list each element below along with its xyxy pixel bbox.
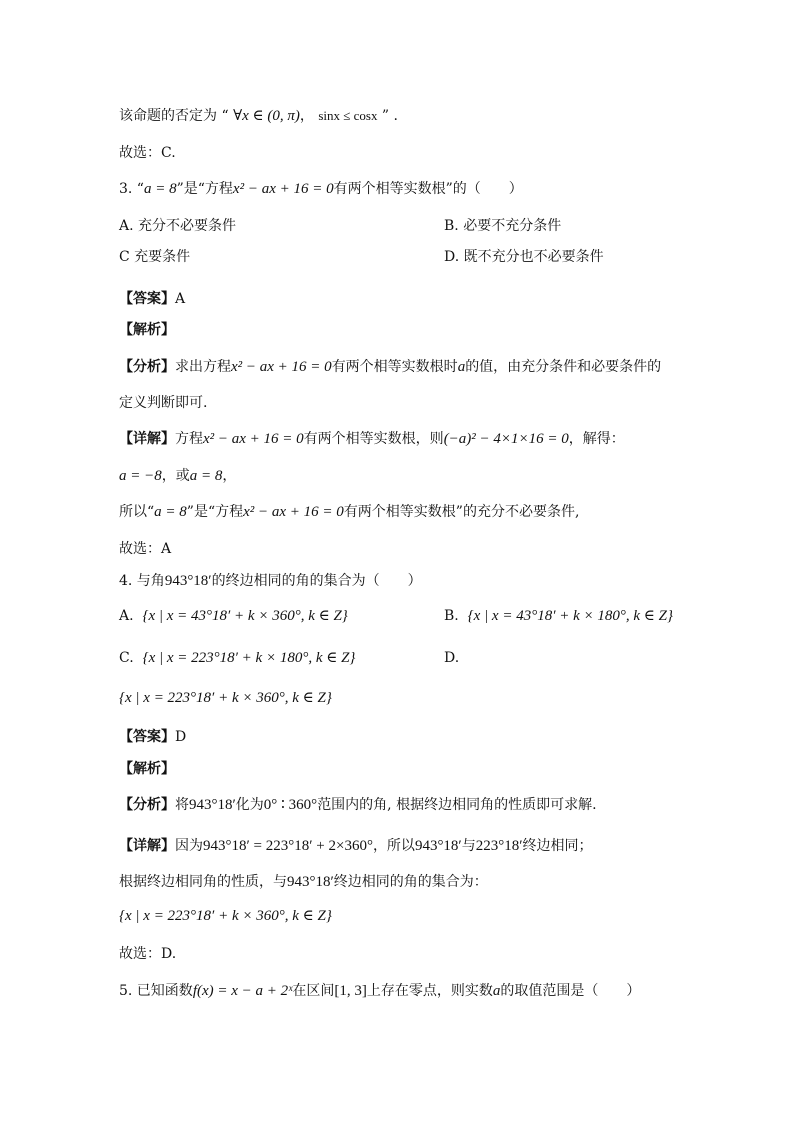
text: 在区间 bbox=[292, 983, 335, 999]
negation-line bbox=[119, 107, 398, 125]
answer-line bbox=[119, 290, 185, 308]
math-expr: 223°18′ bbox=[475, 838, 523, 854]
option-c: C 充要条件 bbox=[119, 249, 191, 265]
math-expr: 943°18′ bbox=[189, 797, 236, 813]
text: ， bbox=[299, 108, 319, 124]
option-d: D. 既不充分也不必要条件 bbox=[444, 249, 604, 265]
text: ”是“方程 bbox=[176, 181, 233, 197]
question-5 bbox=[119, 982, 640, 1000]
analysis-sub-tag: 【分析】 bbox=[119, 359, 175, 375]
math-expr: 943°18′ = 223°18′ + 2×360° bbox=[203, 838, 373, 854]
detail-line-3 bbox=[119, 503, 579, 521]
math-expr: x² − ax + 16 = 0 bbox=[232, 181, 334, 197]
text: 的取值范围是（ ） bbox=[500, 983, 641, 999]
option-a bbox=[119, 607, 348, 625]
math-expr: {x | x = 223°18′ + k × 180°, k ∈ Z} bbox=[142, 650, 356, 666]
option-c bbox=[119, 649, 355, 667]
math-expr: [1, 3] bbox=[334, 983, 367, 999]
text: 的终边相同的角的集合为（ ） bbox=[211, 573, 422, 589]
answer-value: A bbox=[175, 291, 186, 307]
answer-tag: 【答案】 bbox=[119, 729, 175, 745]
option-b bbox=[444, 607, 673, 625]
math-expr: (−a)² − 4×1×16 = 0 bbox=[443, 431, 569, 447]
option-label: C. bbox=[119, 650, 134, 666]
text: 根据终边相同角的性质，与 bbox=[119, 874, 287, 890]
text: ， bbox=[222, 468, 237, 484]
option-label: D. bbox=[444, 650, 460, 666]
text: 求出方程 bbox=[175, 359, 231, 375]
math-expr: x² − ax + 16 = 0 bbox=[243, 504, 344, 520]
question-3 bbox=[119, 180, 523, 198]
math-expr: a bbox=[457, 359, 466, 375]
detail-line bbox=[119, 430, 625, 448]
detail-set bbox=[119, 907, 332, 925]
text: 终边相同的角的集合为： bbox=[333, 874, 488, 890]
text: 范围内的角, 根据终边相同角的性质即可求解. bbox=[317, 797, 597, 813]
text: 3. “ bbox=[119, 181, 144, 197]
option-label: A. bbox=[119, 608, 134, 624]
math-expr: {x | x = 43°18′ + k × 360°, k ∈ Z} bbox=[142, 608, 348, 624]
text: 有两个相等实数根”的充分不必要条件, bbox=[343, 504, 580, 520]
math-expr: ∀x ∈ (0, π) bbox=[233, 108, 300, 124]
math-expr: sinx ≤ cosx bbox=[318, 108, 378, 123]
analysis-tag: 【解析】 bbox=[119, 761, 175, 777]
math-expr: a = 8 bbox=[154, 504, 187, 520]
answer-value: D bbox=[175, 729, 187, 745]
text: 有两个相等实数根时 bbox=[331, 359, 458, 375]
text: 方程 bbox=[175, 431, 203, 447]
math-expr: 943°18′ bbox=[414, 838, 462, 854]
text: 与 bbox=[461, 838, 476, 854]
question-4 bbox=[119, 572, 422, 590]
math-expr: f(x) = x − a + 2ˣ bbox=[192, 983, 293, 999]
text: ，所以 bbox=[372, 838, 415, 854]
answer-tag: 【答案】 bbox=[119, 291, 175, 307]
detail-tag: 【详解】 bbox=[119, 838, 175, 854]
text: ，解得： bbox=[568, 431, 625, 447]
choice-line: 故选：D. bbox=[119, 946, 177, 962]
choice-line: 故选：C. bbox=[119, 145, 176, 161]
analysis-sub-tag: 【分析】 bbox=[119, 797, 175, 813]
detail-line-2 bbox=[119, 467, 236, 485]
text: 有两个相等实数根，则 bbox=[303, 431, 444, 447]
text: 因为 bbox=[175, 838, 203, 854]
analysis-line bbox=[119, 796, 597, 814]
math-expr: a = 8 bbox=[143, 181, 177, 197]
math-expr: 0° ∶ 360° bbox=[263, 797, 318, 813]
text: 将 bbox=[175, 797, 189, 813]
math-expr: {x | x = 223°18′ + k × 360°, k ∈ Z} bbox=[119, 908, 332, 924]
math-expr: 943°18′ bbox=[287, 874, 334, 890]
text: 化为 bbox=[235, 797, 264, 813]
text: 所以“ bbox=[119, 504, 155, 520]
analysis-line bbox=[119, 358, 661, 376]
text: 上存在零点，则实数 bbox=[366, 983, 493, 999]
text: 该命题的否定为 “ bbox=[119, 108, 234, 124]
math-expr: {x | x = 223°18′ + k × 360°, k ∈ Z} bbox=[119, 690, 332, 706]
math-expr: a = 8 bbox=[189, 468, 223, 484]
option-b: B. 必要不充分条件 bbox=[444, 218, 562, 234]
math-expr: {x | x = 43°18′ + k × 180°, k ∈ Z} bbox=[467, 608, 673, 624]
math-expr: a bbox=[492, 983, 501, 999]
text: 的值，由充分条件和必要条件的 bbox=[465, 359, 662, 375]
math-expr: x² − ax + 16 = 0 bbox=[231, 359, 332, 375]
math-expr: x² − ax + 16 = 0 bbox=[203, 431, 304, 447]
option-label: B. bbox=[444, 608, 459, 624]
option-d bbox=[444, 649, 459, 667]
option-a: A. 充分不必要条件 bbox=[119, 218, 237, 234]
text: ”是“方程 bbox=[186, 504, 244, 520]
text: 终边相同； bbox=[522, 838, 593, 854]
text: 5. 已知函数 bbox=[119, 983, 193, 999]
text: ，或 bbox=[161, 468, 190, 484]
choice-line: 故选：A bbox=[119, 541, 172, 557]
detail-line bbox=[119, 837, 593, 855]
detail-line-2 bbox=[119, 873, 488, 891]
text: 4. 与角 bbox=[119, 573, 165, 589]
math-expr: 943°18′ bbox=[164, 573, 212, 589]
analysis-tag: 【解析】 bbox=[119, 322, 175, 338]
option-d-content bbox=[119, 689, 332, 707]
text: ” . bbox=[377, 108, 398, 124]
text: 有两个相等实数根”的（ ） bbox=[333, 181, 523, 197]
analysis-line-2: 定义判断即可. bbox=[119, 395, 208, 411]
answer-line bbox=[119, 728, 186, 746]
math-expr: a = −8 bbox=[119, 468, 162, 484]
detail-tag: 【详解】 bbox=[119, 431, 175, 447]
